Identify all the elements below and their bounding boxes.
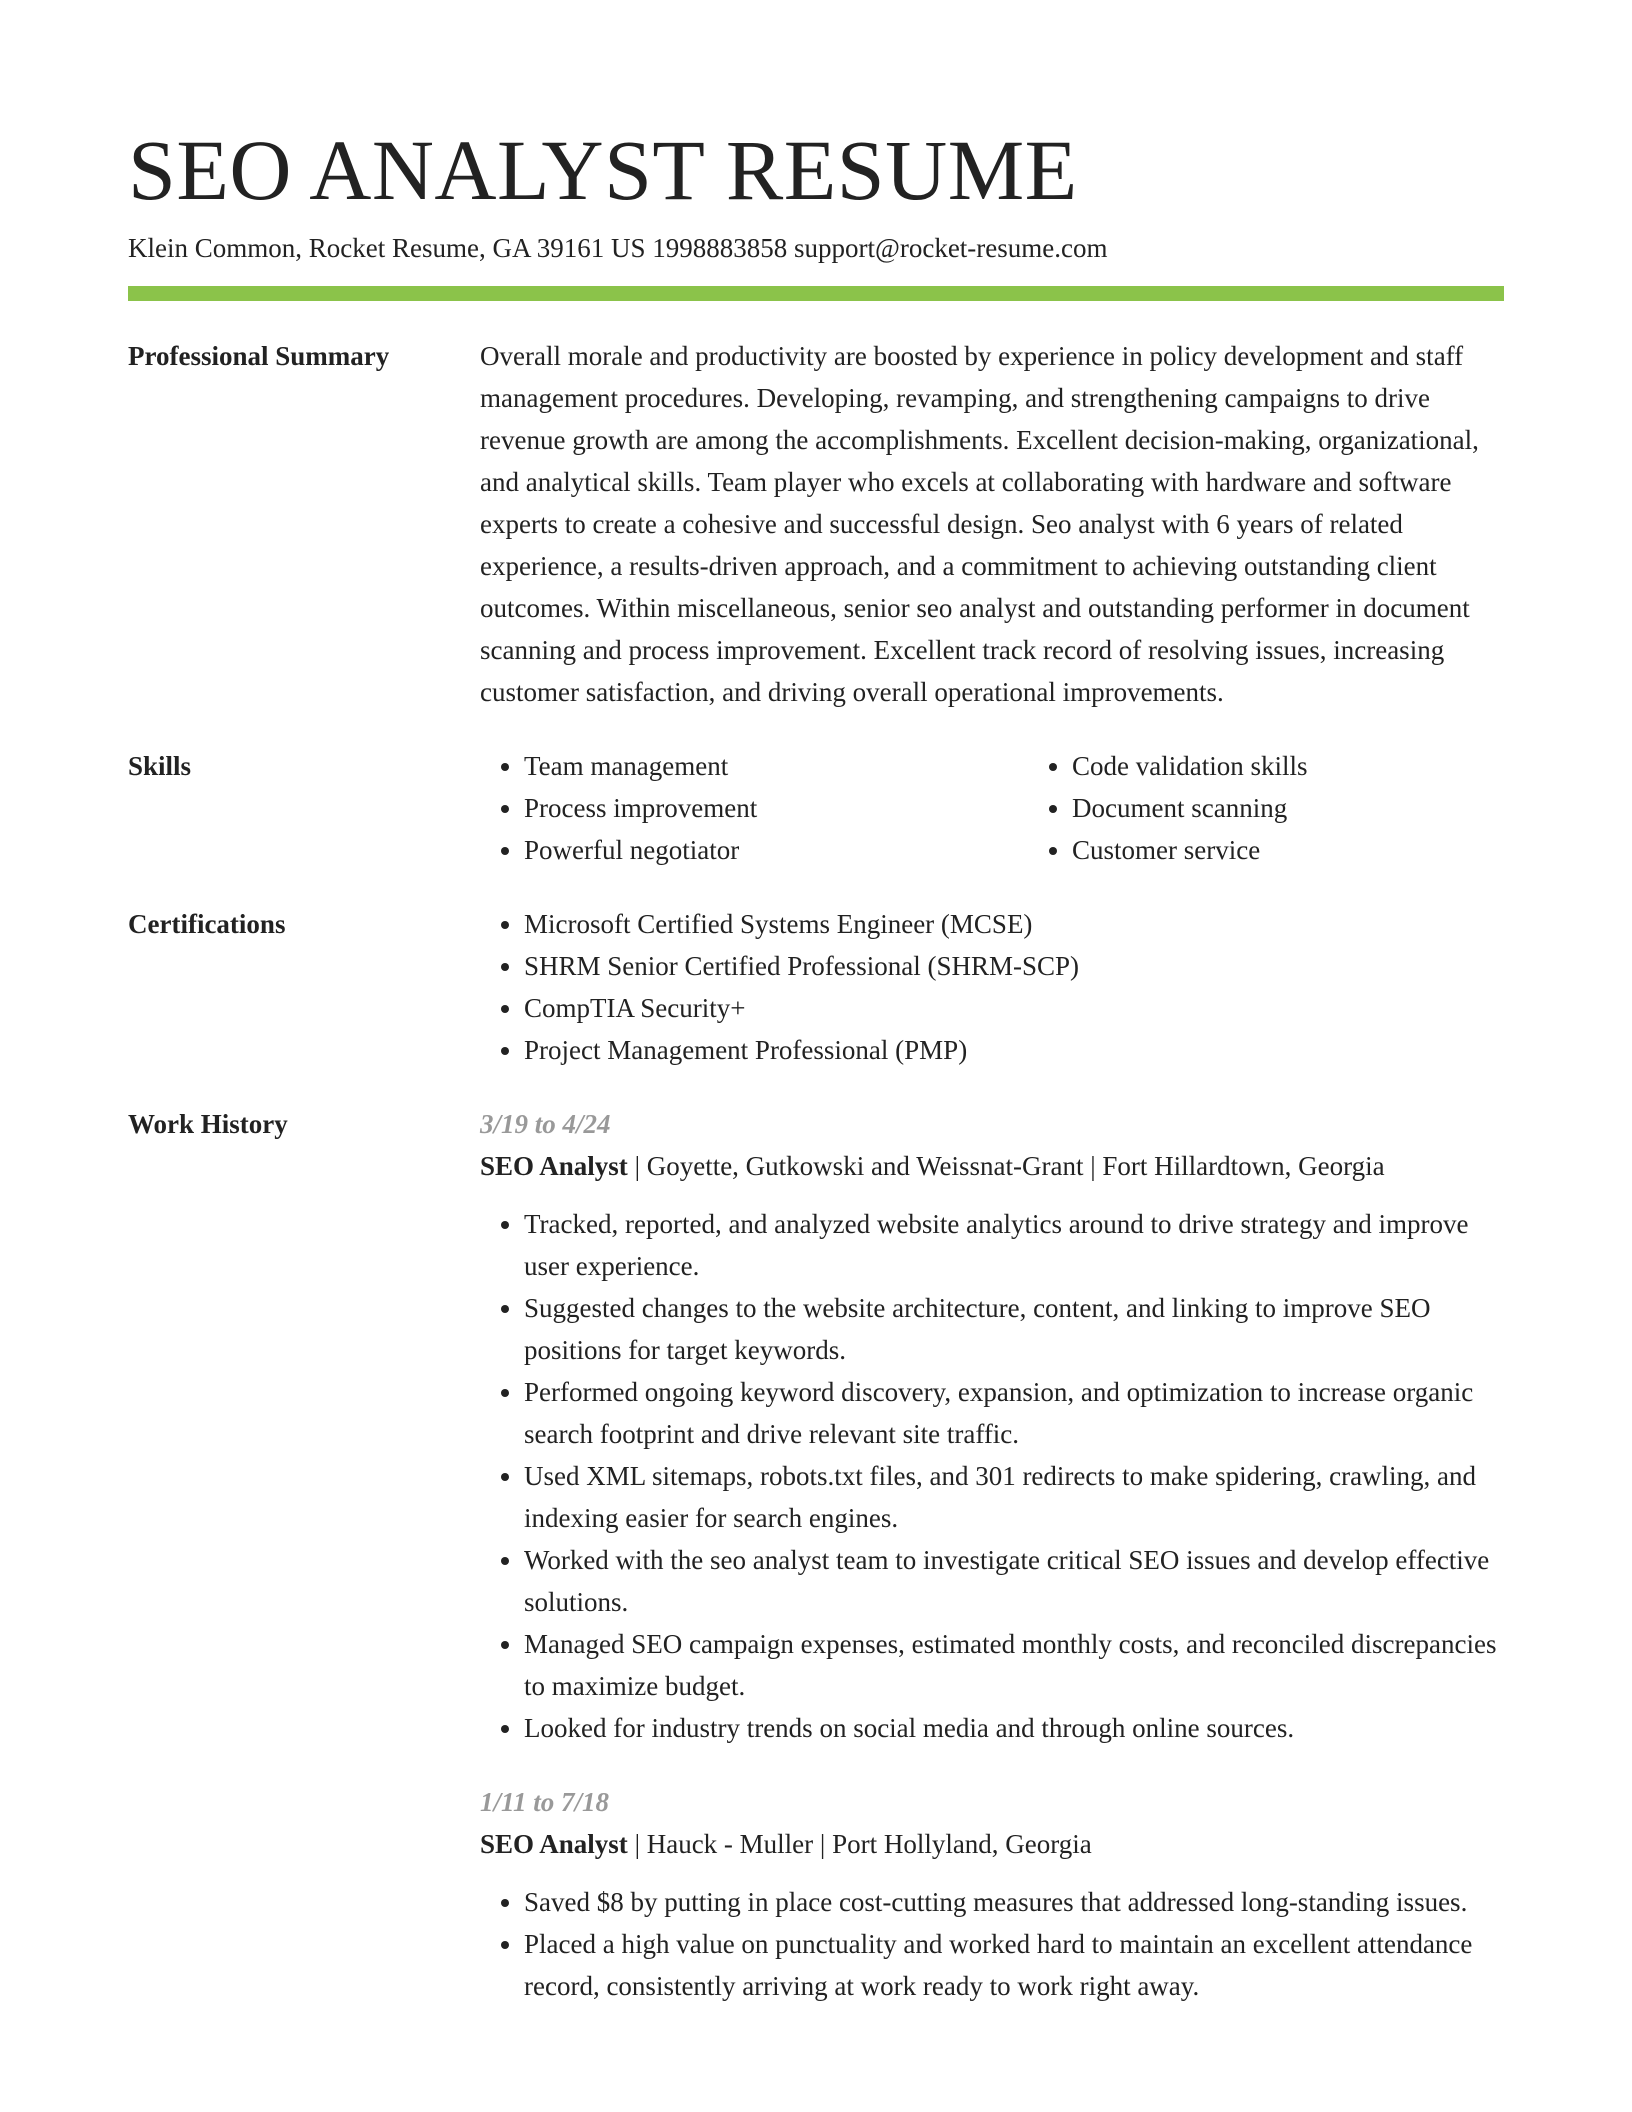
certification-item: • SHRM Senior Certified Professional (SHRM-SCP) (524, 945, 1504, 987)
certifications-label: Certifications (128, 909, 286, 939)
job-entry (480, 1103, 1504, 1749)
certifications-section (128, 903, 1504, 1071)
job-bullets (480, 1881, 1504, 2007)
certifications-list (480, 903, 1504, 1071)
skill-item: • Process improvement (524, 787, 1028, 829)
summary-label: Professional Summary (128, 341, 390, 371)
job-bullets (480, 1203, 1504, 1749)
job-bullet: • Performed ongoing keyword discovery, expansion, and optimization to increase organic search footprint and drive relevant site traffic. (524, 1371, 1504, 1455)
job-bullet: • Managed SEO campaign expenses, estimated monthly costs, and reconciled discrepancies to maximize budget. (524, 1623, 1504, 1707)
skill-item: • Code validation skills (1072, 745, 1576, 787)
job-entry (480, 1781, 1504, 2007)
job-bullet: • Placed a high value on punctuality and worked hard to maintain an excellent attendance record, consistently arriving at work ready to work right away. (524, 1923, 1504, 2007)
job-bullet: • Worked with the seo analyst team to investigate critical SEO issues and develop effective solutions. (524, 1539, 1504, 1623)
summary-section (128, 335, 1504, 713)
job-details: | Goyette, Gutkowski and Weissnat-Grant | Fort Hillardtown, Georgia (627, 1151, 1385, 1181)
certification-item: • Microsoft Certified Systems Engineer (MCSE) (524, 903, 1504, 945)
skills-column-right (1028, 745, 1576, 871)
summary-text: Overall morale and productivity are boosted by experience in policy development and staff management procedures. Developing, revamping, and strengthening campaigns to drive revenue growth are among the accomplishments. Excellent decision-making, organizational, and analytical skills. Team player who excels at collaborating with hardware and software experts to create a cohesive and successful design. Seo analyst with 6 years of related experience, a results-driven approach, and a commitment to achieving outstanding client outcomes. Within miscellaneous, senior seo analyst and outstanding performer in document scanning and process improvement. Excellent track record of resolving issues, increasing customer satisfaction, and driving overall operational improvements. (480, 341, 1479, 707)
job-bullet: • Saved $8 by putting in place cost-cutting measures that addressed long-standing issues. (524, 1881, 1504, 1923)
work-history-label: Work History (128, 1109, 288, 1139)
job-dates: 3/19 to 4/24 (480, 1109, 611, 1139)
resume-title: SEO ANALYST RESUME (128, 122, 1078, 218)
resume-page (128, 118, 1504, 2007)
certification-item: • CompTIA Security+ (524, 987, 1504, 1029)
job-heading (480, 1823, 1504, 1865)
job-bullet: • Suggested changes to the website architecture, content, and linking to improve SEO positions for target keywords. (524, 1287, 1504, 1371)
job-details: | Hauck - Muller | Port Hollyland, Georgia (627, 1829, 1092, 1859)
skill-item: • Powerful negotiator (524, 829, 1028, 871)
work-history-section (128, 1103, 1504, 2007)
accent-divider (128, 286, 1504, 301)
job-title: SEO Analyst (480, 1829, 628, 1859)
skill-item: • Team management (524, 745, 1028, 787)
skills-section (128, 745, 1504, 871)
skills-label: Skills (128, 751, 192, 781)
job-bullet: • Looked for industry trends on social media and through online sources. (524, 1707, 1504, 1749)
skill-item: • Document scanning (1072, 787, 1576, 829)
contact-line: Klein Common, Rocket Resume, GA 39161 US 1998883858 support@rocket-resume.com (128, 233, 1108, 263)
job-dates: 1/11 to 7/18 (480, 1787, 610, 1817)
job-bullet: • Tracked, reported, and analyzed website analytics around to drive strategy and improve user experience. (524, 1203, 1504, 1287)
skills-column-left (480, 745, 1028, 871)
job-heading (480, 1145, 1504, 1187)
skill-item: • Customer service (1072, 829, 1576, 871)
certification-item: • Project Management Professional (PMP) (524, 1029, 1504, 1071)
job-title: SEO Analyst (480, 1151, 628, 1181)
job-bullet: • Used XML sitemaps, robots.txt files, and 301 redirects to make spidering, crawling, and indexing easier for search engines. (524, 1455, 1504, 1539)
